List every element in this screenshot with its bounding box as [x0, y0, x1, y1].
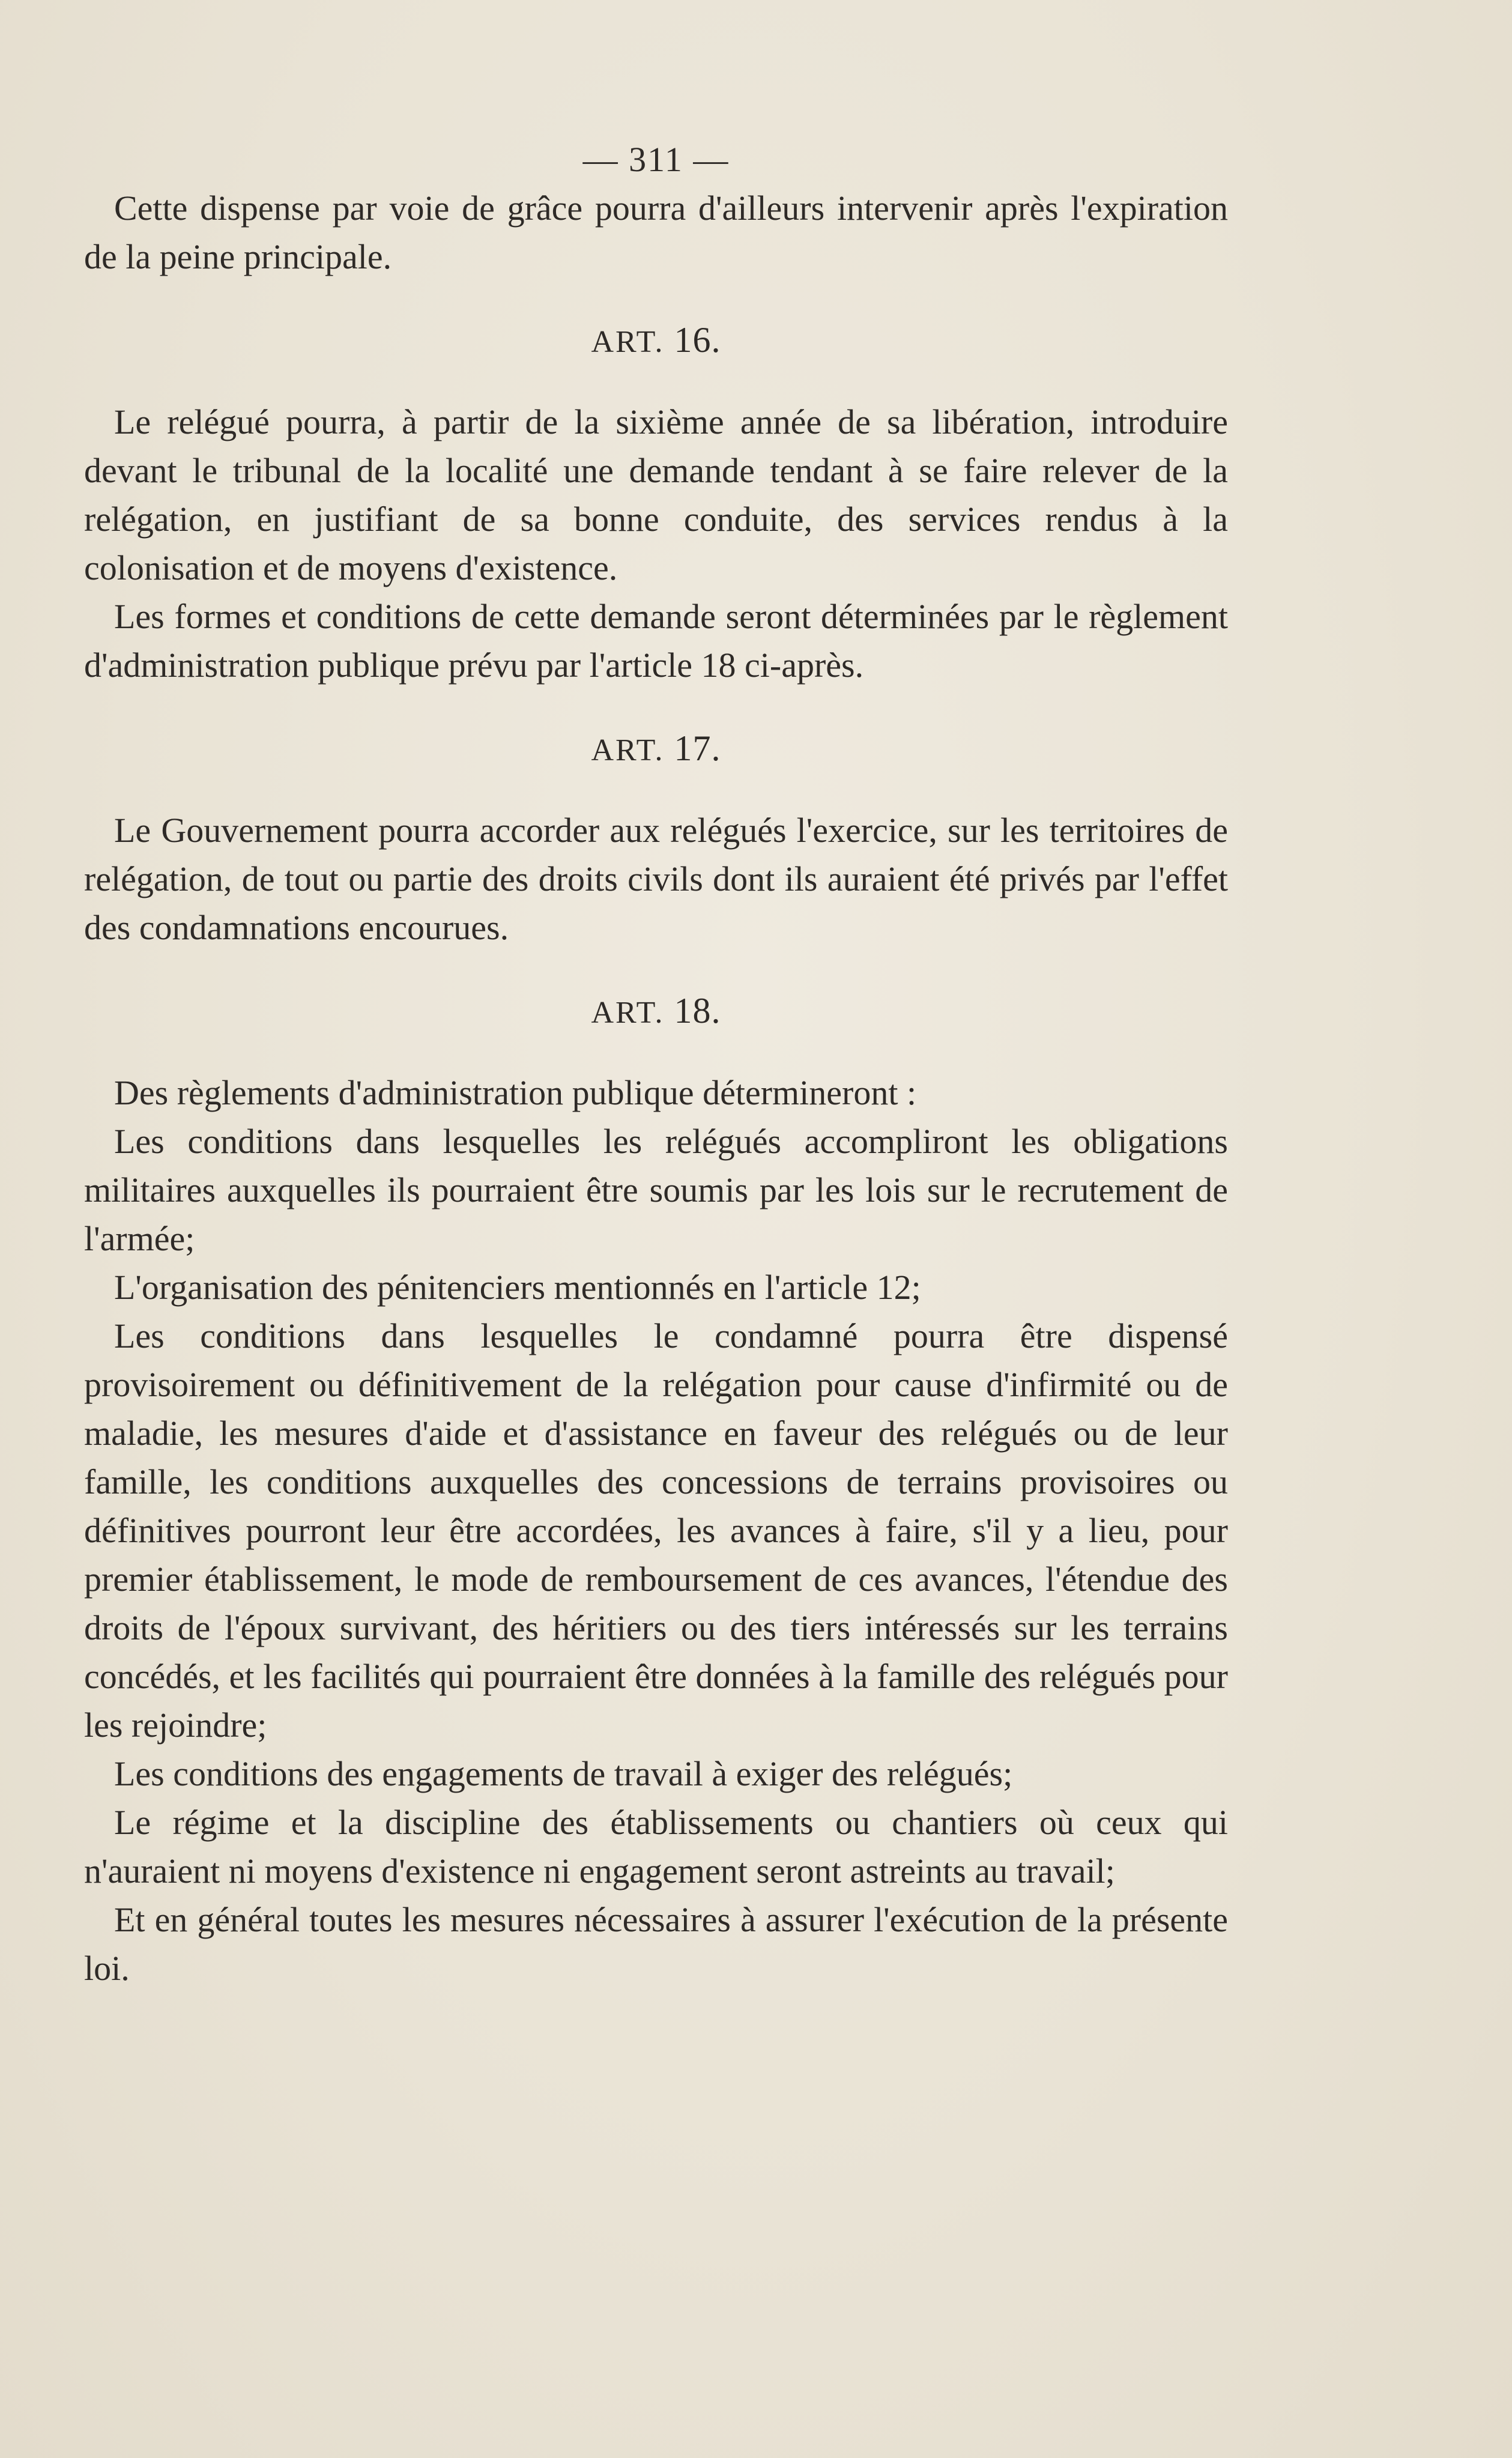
paragraph: L'organisation des pénitenciers mentionnés en l'article 12; [114, 1268, 921, 1307]
paragraph: Les conditions dans lesquelles les relégués accompliront les obligations militaires auxquelles ils pourraient être soumis par les lois sur le recrutement de l'armée; [84, 1122, 1228, 1258]
article-heading-18 [84, 987, 1228, 1037]
article-heading-17 [84, 724, 1228, 775]
paragraph: Le régime et la discipline des établissements ou chantiers où ceux qui n'auraient ni moyens d'existence ni engagement seront astreints au travail; [84, 1803, 1228, 1890]
article-label: ART. [591, 733, 665, 767]
article-number: 17. [674, 728, 721, 768]
paragraph: Cette dispense par voie de grâce pourra d'ailleurs intervenir après l'expiration de la peine principale. [84, 189, 1228, 276]
article-label: ART. [591, 996, 665, 1030]
article-number: 18. [674, 991, 721, 1031]
article-number: 16. [674, 320, 721, 360]
paragraph: Des règlements d'administration publique détermineront : [114, 1073, 917, 1112]
article-heading-16 [84, 316, 1228, 366]
article-label: ART. [591, 325, 665, 359]
text-block [84, 135, 1228, 1993]
paragraph: Le Gouvernement pourra accorder aux relégués l'exercice, sur les territoires de relégation, de tout ou partie des droits civils dont ils auraient été privés par l'effet des condamnations encourues. [84, 811, 1228, 947]
paragraph: Les formes et conditions de cette demande seront déterminées par le règlement d'administration publique prévu par l'article 18 ci-après. [84, 597, 1228, 685]
paragraph: Les conditions des engagements de travail à exiger des relégués; [114, 1754, 1013, 1793]
page-number: — 311 — [582, 140, 730, 179]
paragraph: Le relégué pourra, à partir de la sixième année de sa libération, introduire devant le tribunal de la localité une demande tendant à se faire relever de la relégation, en justifiant de sa bonne conduite, des services rendus à la colonisation et de moyens d'existence. [84, 402, 1228, 587]
paragraph: Les conditions dans lesquelles le condamné pourra être dispensé provisoirement ou définitivement de la relégation pour cause d'infirmité ou de maladie, les mesures d'aide et d'assistance en faveur des relégués ou de leur famille, les conditions auxquelles des concessions de terrains provisoires ou définitives pourront leur être accordées, les avances à faire, s'il y a lieu, pour premier établissement, le mode de remboursement de ces avances, l'étendue des droits de l'époux survivant, des héritiers ou des tiers intéressés sur les terrains concédés, et les facilités qui pourraient être données à la famille des relégués pour les rejoindre; [84, 1316, 1228, 1745]
paragraph: Et en général toutes les mesures nécessaires à assurer l'exécution de la présente loi. [84, 1900, 1228, 1988]
